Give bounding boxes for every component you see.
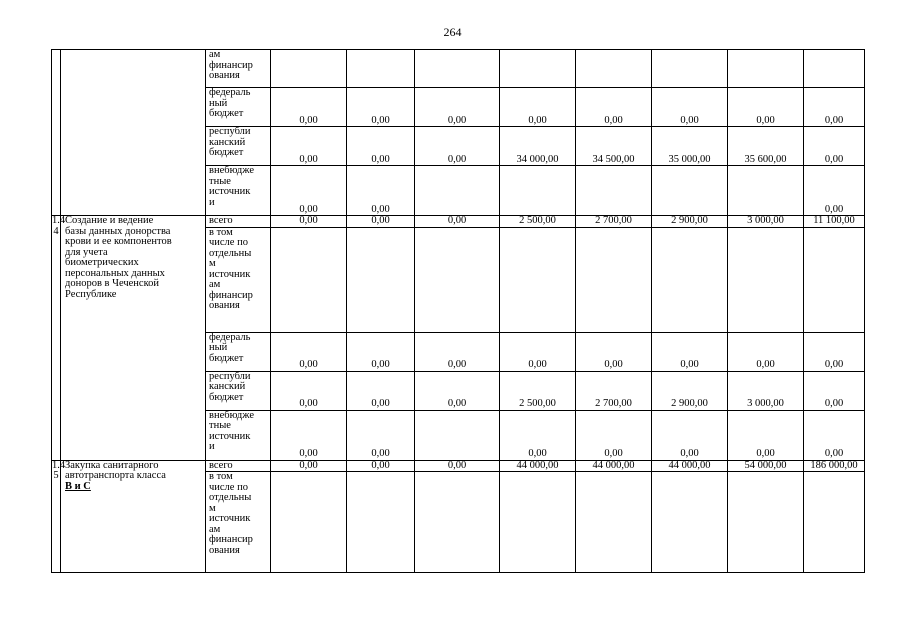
value-cell: 2 500,00 [500,371,576,410]
item-code [52,50,61,216]
value-cell: 0,00 [652,88,728,127]
item-code: 1.4 5 [52,460,61,573]
value-cell: 0,00 [804,332,865,371]
value-cell: 0,00 [576,88,652,127]
empty-cell [347,472,415,573]
item-code: 1.4 4 [52,216,61,461]
value-cell: 0,00 [347,371,415,410]
value-cell: 54 000,00 [728,460,804,472]
funding-source: федераль ный бюджет [206,332,271,371]
empty-cell [347,50,415,88]
value-cell: 0,00 [576,410,652,460]
value-cell: 0,00 [415,371,500,410]
value-cell [415,410,500,460]
funding-breakdown: в том числе по отдельны м источник ам финансир ования [206,227,271,332]
value-cell: 0,00 [347,332,415,371]
value-cell: 0,00 [271,460,347,472]
value-cell: 0,00 [271,410,347,460]
value-cell: 0,00 [271,332,347,371]
funding-breakdown: в том числе по отдельны м источник ам финансир ования [206,472,271,573]
funding-source: внебюдже тные источник и [206,410,271,460]
value-cell: 0,00 [728,88,804,127]
value-cell: 0,00 [347,127,415,166]
empty-cell [728,50,804,88]
value-cell: 2 900,00 [652,371,728,410]
value-cell: 0,00 [347,166,415,216]
value-cell: 0,00 [271,88,347,127]
empty-cell [652,50,728,88]
value-cell: 0,00 [500,332,576,371]
empty-cell [500,50,576,88]
value-cell [652,166,728,216]
value-cell: 2 700,00 [576,216,652,228]
funding-source: всего [206,460,271,472]
funding-source: федераль ный бюджет [206,88,271,127]
value-cell: 0,00 [804,88,865,127]
funding-source: внебюдже тные источник и [206,166,271,216]
item-name [61,460,206,573]
value-cell: 0,00 [271,127,347,166]
value-cell: 44 000,00 [500,460,576,472]
value-cell: 2 700,00 [576,371,652,410]
value-cell: 0,00 [804,166,865,216]
value-cell: 0,00 [652,410,728,460]
empty-cell [415,50,500,88]
value-cell: 0,00 [347,460,415,472]
empty-cell [271,472,347,573]
value-cell: 0,00 [500,410,576,460]
value-cell: 0,00 [804,127,865,166]
value-cell: 0,00 [804,371,865,410]
value-cell [500,166,576,216]
value-cell: 0,00 [728,332,804,371]
value-cell: 186 000,00 [804,460,865,472]
value-cell: 2 500,00 [500,216,576,228]
value-cell: 0,00 [804,410,865,460]
value-cell: 35 000,00 [652,127,728,166]
value-cell: 0,00 [347,216,415,228]
funding-breakdown: ам финансир ования [206,50,271,88]
value-cell: 11 100,00 [804,216,865,228]
value-cell: 3 000,00 [728,371,804,410]
empty-cell [804,227,865,332]
funding-source: всего [206,216,271,228]
value-cell: 3 000,00 [728,216,804,228]
empty-cell [804,50,865,88]
value-cell: 0,00 [500,88,576,127]
value-cell: 0,00 [347,410,415,460]
value-cell: 0,00 [271,166,347,216]
value-cell [728,166,804,216]
value-cell: 0,00 [415,460,500,472]
funding-source: республи канский бюджет [206,127,271,166]
value-cell: 0,00 [728,410,804,460]
item-name: Создание и ведение базы данных донорства крови и ее компонентов для учета биометрических персональных данных доноров в Чеченской Республике [61,216,206,461]
value-cell: 35 600,00 [728,127,804,166]
item-name [61,50,206,216]
value-cell: 0,00 [415,88,500,127]
page-number: 264 [443,25,462,39]
value-cell: 0,00 [271,216,347,228]
item-name-text: Закупка санитарного автотранспорта класса [65,459,166,481]
value-cell [415,166,500,216]
value-cell: 0,00 [347,88,415,127]
value-cell: 0,00 [652,332,728,371]
value-cell: 2 900,00 [652,216,728,228]
value-cell: 0,00 [415,216,500,228]
empty-cell [576,472,652,573]
table-row [52,460,865,472]
value-cell: 0,00 [271,371,347,410]
value-cell: 44 000,00 [576,460,652,472]
item-name-emphasis: В и С [65,480,91,492]
value-cell: 0,00 [576,332,652,371]
empty-cell [804,472,865,573]
empty-cell [652,227,728,332]
empty-cell [415,227,500,332]
value-cell: 34 000,00 [500,127,576,166]
empty-cell [728,227,804,332]
empty-cell [576,50,652,88]
budget-table [51,49,865,573]
empty-cell [652,472,728,573]
empty-cell [500,472,576,573]
empty-cell [271,50,347,88]
empty-cell [271,227,347,332]
value-cell: 0,00 [415,127,500,166]
empty-cell [415,472,500,573]
value-cell [576,166,652,216]
value-cell: 44 000,00 [652,460,728,472]
value-cell: 0,00 [415,332,500,371]
empty-cell [500,227,576,332]
table-row [52,50,865,88]
empty-cell [347,227,415,332]
funding-source: республи канский бюджет [206,371,271,410]
value-cell: 34 500,00 [576,127,652,166]
empty-cell [576,227,652,332]
empty-cell [728,472,804,573]
table-row [52,216,865,228]
